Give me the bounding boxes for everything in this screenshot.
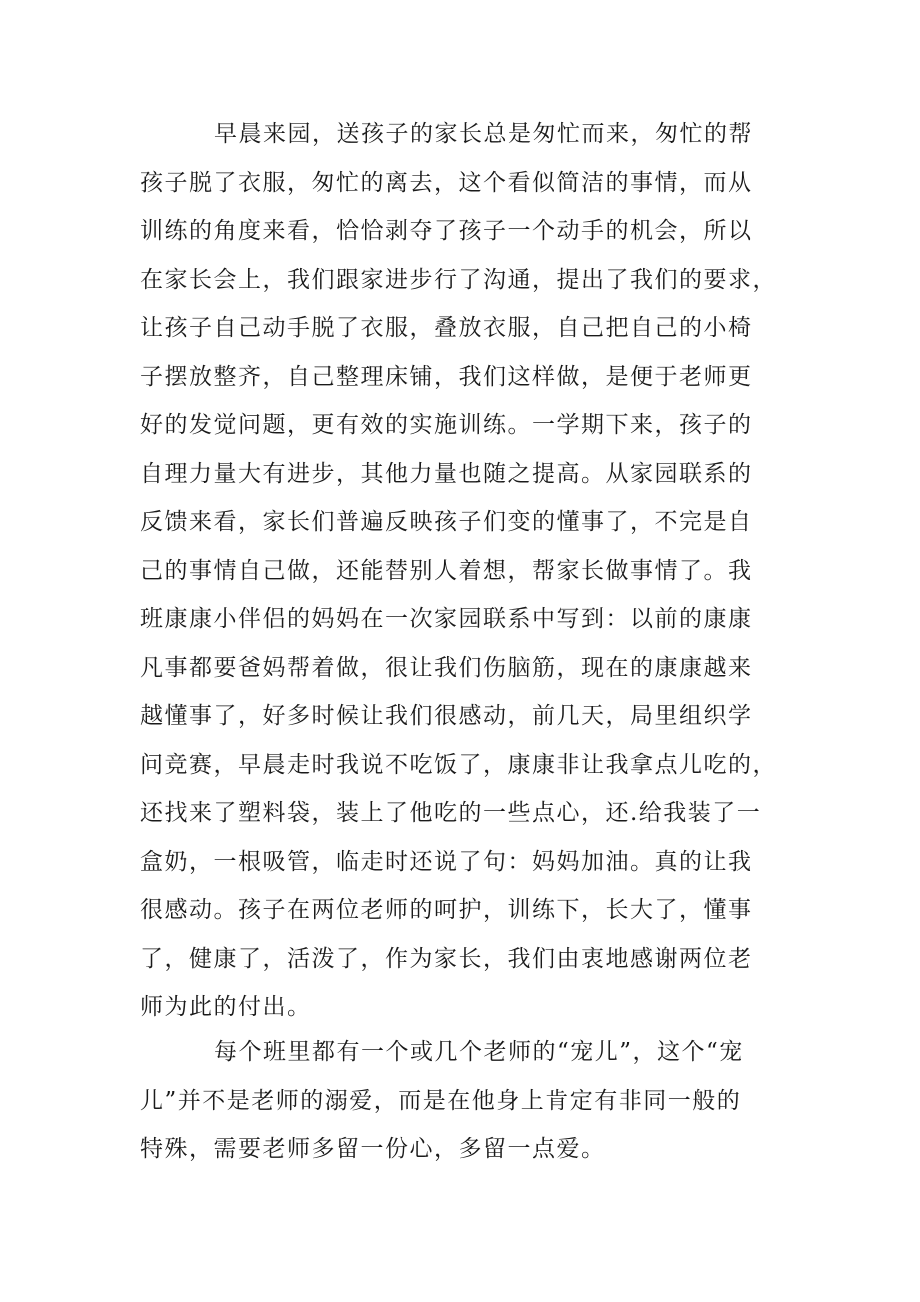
paragraph-line: 子摆放整齐，自己整理床铺，我们这样做，是便于老师更: [140, 363, 753, 390]
paragraph-line: 还找来了塑料袋，装上了他吃的一些点心，还.给我装了一: [140, 800, 762, 826]
paragraph-line: 问竞赛，早晨走时我说不吃饭了，康康非让我拿点儿吃的，: [140, 751, 777, 778]
paragraph-line: 儿”并不是老师的溺爱，而是在他身上肯定有非同一般的: [140, 1087, 742, 1114]
paragraph-line: 早晨来园，送孩子的家长总是匆忙而来，匆忙的帮: [214, 121, 753, 147]
paragraph-line: 每个班里都有一个或几个老师的“宠儿”，这个“宠: [214, 1039, 744, 1065]
paragraph-line: 了，健康了，活泼了，作为家长，我们由衷地感谢两位老: [140, 945, 753, 972]
paragraph-line: 在家长会上，我们跟家进步行了沟通，提出了我们的要求，: [140, 266, 777, 293]
paragraph-line: 特殊，需要老师多留一份心，多留一点爱。: [140, 1136, 606, 1162]
paragraph-line: 凡事都要爸妈帮着做，很让我们伤脑筋，现在的康康越来: [140, 654, 753, 681]
paragraph-2: [140, 1028, 780, 1174]
paragraph-line: 反馈来看，家长们普遍反映孩子们变的懂事了，不完是自: [140, 509, 753, 535]
paragraph-line: 越懂事了，好多时候让我们很感动，前几天，局里组织学: [140, 703, 753, 729]
paragraph-1: [140, 110, 780, 1032]
paragraph-line: 让孩子自己动手脱了衣服，叠放衣服，自己把自己的小椅: [140, 315, 753, 341]
paragraph-line: 孩子脱了衣服，匆忙的离去，这个看似简洁的事情，而从: [140, 169, 753, 196]
paragraph-line: 训练的角度来看，恰恰剥夺了孩子一个动手的机会，所以: [140, 218, 753, 244]
paragraph-line: 班康康小伴侣的妈妈在一次家园联系中写到：以前的康康: [140, 606, 753, 632]
paragraph-line: 自理力量大有进步，其他力量也随之提高。从家园联系的: [140, 460, 753, 487]
paragraph-line: 己的事情自己做，还能替别人着想，帮家长做事情了。我: [140, 557, 753, 584]
paragraph-line: 很感动。孩子在两位老师的呵护，训练下，长大了，懂事: [140, 897, 753, 923]
paragraph-line: 师为此的付出。: [140, 994, 312, 1020]
paragraph-line: 盒奶，一根吸管，临走时还说了句：妈妈加油。真的让我: [140, 848, 753, 875]
paragraph-line: 好的发觉问题，更有效的实施训练。一学期下来，孩子的: [140, 412, 753, 438]
